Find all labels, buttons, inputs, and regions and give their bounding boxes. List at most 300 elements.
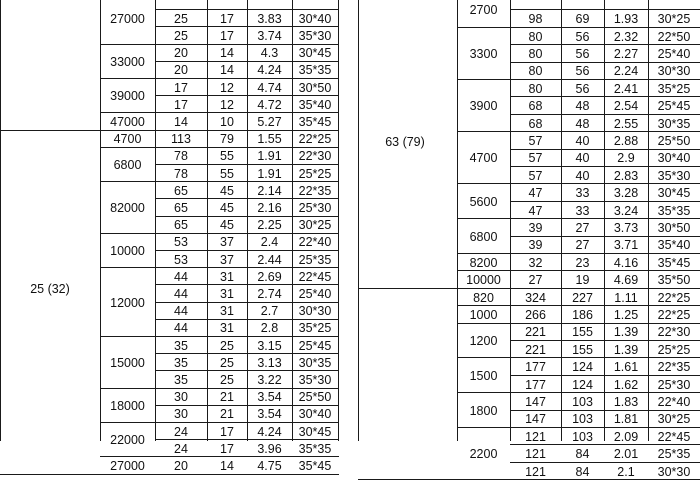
- left-cell-col2: 25: [220, 338, 234, 353]
- right-row-rule: [510, 166, 700, 167]
- right-capacitance-value: 8200: [469, 255, 498, 270]
- left-cell-col3: 2.44: [257, 252, 282, 267]
- right-row-rule: [510, 236, 700, 237]
- right-row-rule: [510, 444, 700, 445]
- right-cell-col2: 48: [575, 98, 590, 113]
- right-cell-col4: 30*40: [657, 151, 691, 166]
- left-cell-col4: 35*45: [298, 114, 332, 129]
- right-capacitance-value: 6800: [469, 229, 498, 244]
- right-cell-col3: 1.11: [614, 290, 638, 305]
- left-cell-col2: 10: [220, 114, 234, 129]
- right-cell-col1: 80: [528, 29, 543, 44]
- right-capacitance-value: 10000: [466, 272, 501, 287]
- left-cell-col3: 4.72: [257, 97, 282, 112]
- right-cell-col4: 30*50: [657, 220, 691, 235]
- right-row-rule: [510, 410, 700, 411]
- left-cell-col1: 65: [174, 217, 188, 232]
- right-cell-col1: 68: [528, 116, 543, 131]
- right-cell-col4: 35*30: [657, 168, 691, 183]
- left-cell-col4: 22*30: [298, 149, 332, 164]
- left-capacitance-value: 82000: [110, 200, 145, 215]
- left-cap-rule: [100, 456, 155, 457]
- right-cell-col4: 22*30: [657, 325, 691, 340]
- right-cell-col2: 27: [575, 238, 590, 253]
- left-cell-col1: 44: [174, 303, 188, 318]
- left-cell-col4: 35*30: [298, 28, 332, 43]
- left-cell-col4: 30*25: [298, 217, 332, 232]
- right-row-rule: [510, 96, 700, 97]
- right-column-rule: [358, 0, 359, 441]
- right-capacitance-value: 5600: [469, 194, 498, 209]
- left-cell-col4: 30*50: [298, 80, 332, 95]
- left-cell-col3: 1.91: [257, 149, 282, 164]
- left-cell-col1: 24: [174, 441, 188, 456]
- right-cap-rule: [457, 323, 510, 324]
- right-row-rule: [510, 253, 700, 254]
- right-cap-rule: [457, 218, 510, 219]
- left-cell-col2: 79: [220, 131, 234, 146]
- left-cell-col1: 35: [174, 355, 188, 370]
- left-cell-col2: 17: [220, 424, 234, 439]
- left-cell-col1: 53: [174, 235, 188, 250]
- left-cell-col1: 30: [174, 407, 188, 422]
- left-cell-col1: 44: [174, 286, 188, 301]
- right-cell-col4: 25*50: [657, 133, 691, 148]
- right-cell-col1: 32: [528, 255, 543, 270]
- left-cell-col3: 5.27: [257, 114, 282, 129]
- left-bottom-rule: [0, 474, 339, 475]
- right-cell-col1: 47: [528, 185, 543, 200]
- left-cell-col4: 22*40: [298, 235, 332, 250]
- left-cell-col3: 3.54: [257, 407, 282, 422]
- right-column-rule: [510, 0, 511, 441]
- left-cell-col4: 25*40: [298, 286, 332, 301]
- right-cell-col1: 57: [528, 151, 543, 166]
- right-cell-col1: 221: [525, 342, 546, 357]
- right-cell-col1: 47: [528, 203, 543, 218]
- right-cell-col4: 22*25: [657, 290, 691, 305]
- right-row-rule: [510, 27, 700, 28]
- left-cell-col2: 31: [220, 321, 234, 336]
- left-cell-col1: 30: [174, 389, 188, 404]
- left-cell-col2: 14: [220, 458, 234, 473]
- left-cell-col3: 3.15: [257, 338, 282, 353]
- left-capacitance-value: 15000: [110, 355, 145, 370]
- left-cell-col4: 25*45: [298, 338, 332, 353]
- right-cell-col3: 2.24: [613, 64, 639, 79]
- left-cell-col2: 17: [220, 11, 234, 26]
- right-cell-col2: 23: [575, 255, 590, 270]
- left-cell-col3: 2.7: [260, 303, 279, 318]
- left-column-rule: [247, 0, 248, 441]
- left-cell-col1: 44: [174, 321, 188, 336]
- right-row-rule: [510, 288, 700, 289]
- right-capacitance-value: 1200: [469, 333, 498, 348]
- left-cell-col3: 2.74: [257, 286, 282, 301]
- right-cell-col2: 27: [575, 220, 590, 235]
- right-row-rule: [510, 62, 700, 63]
- right-cell-col4: 30*45: [657, 185, 691, 200]
- right-cap-rule: [457, 305, 510, 306]
- right-cell-col1: 177: [525, 377, 546, 392]
- right-cell-col4: 30*30: [657, 464, 691, 479]
- right-column-rule: [648, 0, 649, 441]
- left-cell-col2: 55: [220, 149, 234, 164]
- right-cell-col4: 25*45: [657, 98, 691, 113]
- right-cell-col1: 68: [528, 98, 543, 113]
- left-cap-rule: [100, 44, 155, 45]
- left-cell-col4: 25*30: [298, 200, 332, 215]
- left-cell-col4: 30*30: [298, 303, 332, 318]
- left-cell-col1: 35: [174, 372, 188, 387]
- left-cell-col1: 20: [174, 458, 188, 473]
- right-cell-col2: 56: [575, 64, 590, 79]
- left-cell-col4: 35*45: [298, 458, 332, 473]
- right-cell-col3: 1.39: [613, 342, 639, 357]
- left-cap-rule: [100, 233, 155, 234]
- right-cell-col2: 33: [575, 203, 590, 218]
- left-cell-col2: 14: [220, 45, 234, 60]
- left-group-rule: [0, 130, 100, 131]
- right-cell-col3: 2.41: [613, 81, 639, 96]
- left-cell-col4: 35*30: [298, 372, 332, 387]
- right-cell-col2: 56: [575, 29, 590, 44]
- left-cell-col1: 78: [174, 149, 188, 164]
- right-cell-col4: 30*35: [657, 116, 691, 131]
- left-cap-rule: [100, 130, 155, 131]
- left-cell-col1: 20: [174, 45, 188, 60]
- left-column-rule: [292, 0, 293, 441]
- right-cap-rule: [457, 427, 510, 428]
- right-row-rule: [510, 427, 700, 428]
- right-cell-col4: 30*25: [657, 412, 691, 427]
- left-column-rule: [100, 0, 101, 441]
- left-cell-col1: 113: [171, 131, 191, 146]
- left-cell-col1: 25: [174, 11, 188, 26]
- left-cell-col4: 30*35: [298, 355, 332, 370]
- left-cell-col1: 65: [174, 183, 188, 198]
- left-cell-col4: 25*25: [298, 166, 332, 181]
- left-cell-col4: 25*35: [298, 252, 332, 267]
- right-cell-col4: 22*45: [657, 429, 691, 444]
- left-cell-col1: 17: [174, 80, 188, 95]
- right-cell-col4: 35*45: [657, 255, 691, 270]
- right-cell-col2: 103: [572, 429, 593, 444]
- left-cell-col4: 22*35: [298, 183, 332, 198]
- right-cell-col2: 124: [572, 359, 593, 374]
- right-cell-col3: 3.71: [613, 238, 639, 253]
- left-cell-col1: 25: [174, 28, 188, 43]
- left-cell-col3: 2.69: [257, 269, 282, 284]
- right-cell-col3: 2.32: [613, 29, 639, 44]
- right-cell-col3: 1.93: [613, 11, 639, 26]
- right-cell-col1: 147: [525, 394, 546, 409]
- left-cell-col1: 65: [174, 200, 188, 215]
- right-cell-col3: 1.61: [613, 359, 639, 374]
- left-column-rule: [207, 0, 208, 441]
- left-cell-col1: 17: [174, 97, 188, 112]
- right-cell-col1: 221: [525, 325, 546, 340]
- right-cell-col3: 2.55: [613, 116, 639, 131]
- left-cell-col2: 31: [220, 303, 234, 318]
- left-cell-col2: 14: [220, 63, 234, 78]
- left-cell-col3: 2.25: [257, 217, 282, 232]
- left-cell-col1: 35: [174, 338, 188, 353]
- right-cell-col1: 80: [528, 64, 543, 79]
- right-cell-col3: 2.09: [613, 429, 639, 444]
- left-capacitance-value: 27000: [110, 11, 145, 26]
- right-cell-col3: 1.62: [613, 377, 639, 392]
- left-cell-col2: 12: [220, 97, 234, 112]
- right-cell-col4: 35*50: [657, 272, 691, 287]
- left-cell-col3: 3.83: [257, 11, 282, 26]
- left-cell-col1: 24: [174, 424, 188, 439]
- right-cap-rule: [457, 270, 510, 271]
- left-cell-col2: 25: [220, 355, 234, 370]
- right-row-rule: [510, 375, 700, 376]
- right-cell-col4: 25*35: [657, 446, 691, 461]
- left-cell-col4: 22*25: [298, 131, 332, 146]
- right-cell-col1: 80: [528, 81, 543, 96]
- left-cell-col3: 3.74: [257, 28, 282, 43]
- left-cap-rule: [100, 388, 155, 389]
- right-cell-col3: 2.27: [613, 46, 639, 61]
- left-cell-col3: 4.3: [260, 45, 279, 60]
- right-cell-col1: 121: [525, 464, 546, 479]
- left-cell-col2: 17: [220, 28, 234, 43]
- right-column-rule: [561, 0, 562, 441]
- right-cell-col2: 69: [575, 11, 590, 26]
- right-row-rule: [510, 270, 700, 271]
- left-voltage-label: 25 (32): [30, 282, 70, 297]
- right-row-rule: [510, 44, 700, 45]
- left-capacitance-value: 47000: [110, 114, 145, 129]
- right-cell-col4: 22*40: [657, 394, 691, 409]
- left-cell-col3: 3.54: [257, 389, 282, 404]
- right-row-rule: [510, 392, 700, 393]
- left-capacitance-value: 10000: [110, 243, 145, 258]
- left-cell-col3: 1.55: [257, 131, 282, 146]
- right-row-rule: [510, 183, 700, 184]
- right-cell-col1: 147: [525, 412, 546, 427]
- right-row-rule: [510, 340, 700, 341]
- left-cell-col4: 30*40: [298, 11, 332, 26]
- right-cell-col3: 2.9: [617, 151, 635, 166]
- right-cap-rule: [457, 131, 510, 132]
- left-capacitance-value: 33000: [110, 54, 145, 69]
- left-cell-col4: 22*45: [298, 269, 332, 284]
- right-cell-col4: 35*40: [657, 238, 691, 253]
- right-cell-col3: 3.28: [613, 185, 639, 200]
- right-cell-col1: 121: [525, 446, 546, 461]
- right-row-rule: [510, 323, 700, 324]
- left-cell-col4: 35*40: [298, 97, 332, 112]
- right-capacitance-value: 3900: [469, 98, 498, 113]
- left-capacitance-value: 22000: [110, 432, 145, 447]
- left-cell-col3: 2.16: [257, 200, 282, 215]
- right-cell-col3: 3.24: [613, 203, 639, 218]
- right-cell-col2: 103: [572, 394, 593, 409]
- right-cell-col3: 1.83: [613, 394, 639, 409]
- right-row-rule: [510, 149, 700, 150]
- right-cap-rule: [457, 183, 510, 184]
- left-cell-col3: 3.22: [257, 372, 282, 387]
- left-cell-col1: 78: [174, 166, 188, 181]
- left-cell-col2: 45: [220, 217, 234, 232]
- right-cell-col4: 25*40: [657, 46, 691, 61]
- left-cell-col1: 44: [174, 269, 188, 284]
- left-cell-col1: 20: [174, 63, 188, 78]
- left-cell-col2: 12: [220, 80, 234, 95]
- right-cell-col3: 2.54: [613, 98, 639, 113]
- right-cell-col1: 266: [525, 307, 546, 322]
- left-cell-col3: 3.13: [257, 355, 282, 370]
- right-capacitance-value: 1800: [469, 403, 498, 418]
- right-cell-col1: 121: [525, 429, 546, 444]
- right-row-rule: [510, 131, 700, 132]
- left-cell-col3: 4.24: [257, 63, 282, 78]
- left-cell-col3: 3.96: [257, 441, 282, 456]
- left-capacitance-value: 27000: [110, 458, 145, 473]
- right-column-rule: [457, 0, 458, 441]
- right-cell-col4: 30*30: [657, 64, 691, 79]
- right-cell-col2: 227: [572, 290, 593, 305]
- left-cell-col2: 25: [220, 372, 234, 387]
- right-row-rule: [510, 9, 700, 10]
- right-cell-col4: 22*35: [657, 359, 691, 374]
- left-cell-col3: 2.14: [257, 183, 282, 198]
- right-cell-col3: 2.01: [613, 446, 639, 461]
- right-row-rule: [510, 357, 700, 358]
- right-capacitance-value: 2700: [469, 3, 498, 18]
- right-cell-col3: 4.16: [613, 255, 639, 270]
- left-column-rule: [0, 0, 1, 441]
- left-cell-col2: 21: [220, 407, 234, 422]
- left-cell-col3: 4.74: [257, 80, 282, 95]
- left-cell-col3: 2.8: [260, 321, 279, 336]
- right-group-rule: [358, 288, 457, 289]
- right-row-rule: [510, 218, 700, 219]
- left-cap-rule: [100, 147, 155, 148]
- right-cell-col3: 1.25: [613, 307, 639, 322]
- left-cell-col3: 4.75: [257, 458, 282, 473]
- left-cap-rule: [100, 267, 155, 268]
- left-cell-col3: 4.24: [257, 424, 282, 439]
- right-cell-col2: 40: [575, 133, 590, 148]
- right-cell-col1: 324: [525, 290, 546, 305]
- right-cell-col1: 98: [528, 11, 543, 26]
- right-cell-col1: 177: [525, 359, 546, 374]
- left-cell-col1: 53: [174, 252, 188, 267]
- left-cap-rule: [100, 78, 155, 79]
- left-cap-rule: [100, 112, 155, 113]
- left-cell-col2: 31: [220, 269, 234, 284]
- right-capacitance-value: 1000: [469, 307, 498, 322]
- right-cell-col4: 25*25: [657, 342, 691, 357]
- right-cell-col1: 57: [528, 168, 543, 183]
- left-cell-col4: 25*50: [298, 389, 332, 404]
- left-cell-col4: 35*35: [298, 63, 332, 78]
- right-cell-col2: 40: [575, 168, 590, 183]
- left-cell-col4: 30*45: [298, 424, 332, 439]
- right-cell-col1: 39: [528, 220, 543, 235]
- left-cell-col2: 37: [220, 252, 234, 267]
- right-capacitance-value: 1500: [469, 368, 498, 383]
- right-cap-rule: [457, 357, 510, 358]
- left-cap-rule: [100, 336, 155, 337]
- right-cell-col3: 2.1: [617, 464, 635, 479]
- right-cell-col2: 56: [575, 81, 590, 96]
- right-cell-col2: 124: [572, 377, 593, 392]
- right-cell-col2: 33: [575, 185, 590, 200]
- left-capacitance-value: 39000: [110, 88, 145, 103]
- right-cell-col3: 1.39: [613, 325, 639, 340]
- right-cap-rule: [457, 79, 510, 80]
- left-capacitance-value: 12000: [110, 295, 145, 310]
- right-cell-col3: 4.69: [613, 272, 639, 287]
- left-cell-col4: 35*35: [298, 441, 332, 456]
- right-cell-col4: 22*25: [657, 307, 691, 322]
- right-cap-rule: [457, 253, 510, 254]
- right-cell-col3: 3.73: [613, 220, 639, 235]
- right-row-rule: [510, 201, 700, 202]
- left-cell-col2: 17: [220, 441, 234, 456]
- right-cap-rule: [457, 27, 510, 28]
- right-cell-col2: 155: [572, 325, 593, 340]
- left-capacitance-value: 6800: [113, 157, 142, 172]
- right-cell-col4: 25*30: [657, 377, 691, 392]
- left-capacitance-value: 18000: [110, 398, 145, 413]
- left-cell-col1: 14: [174, 114, 188, 129]
- right-cap-rule: [457, 392, 510, 393]
- right-cell-col3: 1.81: [613, 412, 639, 427]
- right-cell-col2: 48: [575, 116, 590, 131]
- right-cell-col1: 27: [528, 272, 543, 287]
- left-capacitance-value: 4700: [113, 131, 142, 146]
- right-row-rule: [510, 114, 700, 115]
- right-cell-col4: 22*50: [657, 29, 691, 44]
- right-column-rule: [604, 0, 605, 441]
- left-cell-col2: 45: [220, 183, 234, 198]
- right-cell-col4: 35*35: [657, 203, 691, 218]
- left-row-rule: [155, 456, 339, 457]
- right-cell-col4: 30*25: [657, 11, 691, 26]
- right-cap-rule: [457, 288, 510, 289]
- right-cell-col2: 19: [575, 272, 590, 287]
- left-cell-col2: 55: [220, 166, 234, 181]
- right-row-rule: [510, 305, 700, 306]
- left-column-rule: [155, 0, 156, 441]
- left-cell-col3: 2.4: [260, 235, 279, 250]
- left-cell-col2: 21: [220, 389, 234, 404]
- right-cell-col2: 186: [572, 307, 593, 322]
- left-cell-col3: 1.91: [257, 166, 282, 181]
- left-column-rule: [338, 0, 339, 441]
- right-row-rule: [510, 79, 700, 80]
- left-cell-col2: 31: [220, 286, 234, 301]
- left-cell-col4: 35*25: [298, 321, 332, 336]
- right-cell-col2: 84: [575, 464, 590, 479]
- left-cell-col2: 45: [220, 200, 234, 215]
- left-cell-col4: 30*40: [298, 407, 332, 422]
- right-cell-col4: 35*25: [657, 81, 691, 96]
- right-cell-col2: 155: [572, 342, 593, 357]
- right-cell-col2: 56: [575, 46, 590, 61]
- left-cap-rule: [100, 422, 155, 423]
- right-cell-col1: 39: [528, 238, 543, 253]
- right-cell-col2: 103: [572, 412, 593, 427]
- right-row-rule: [510, 462, 700, 463]
